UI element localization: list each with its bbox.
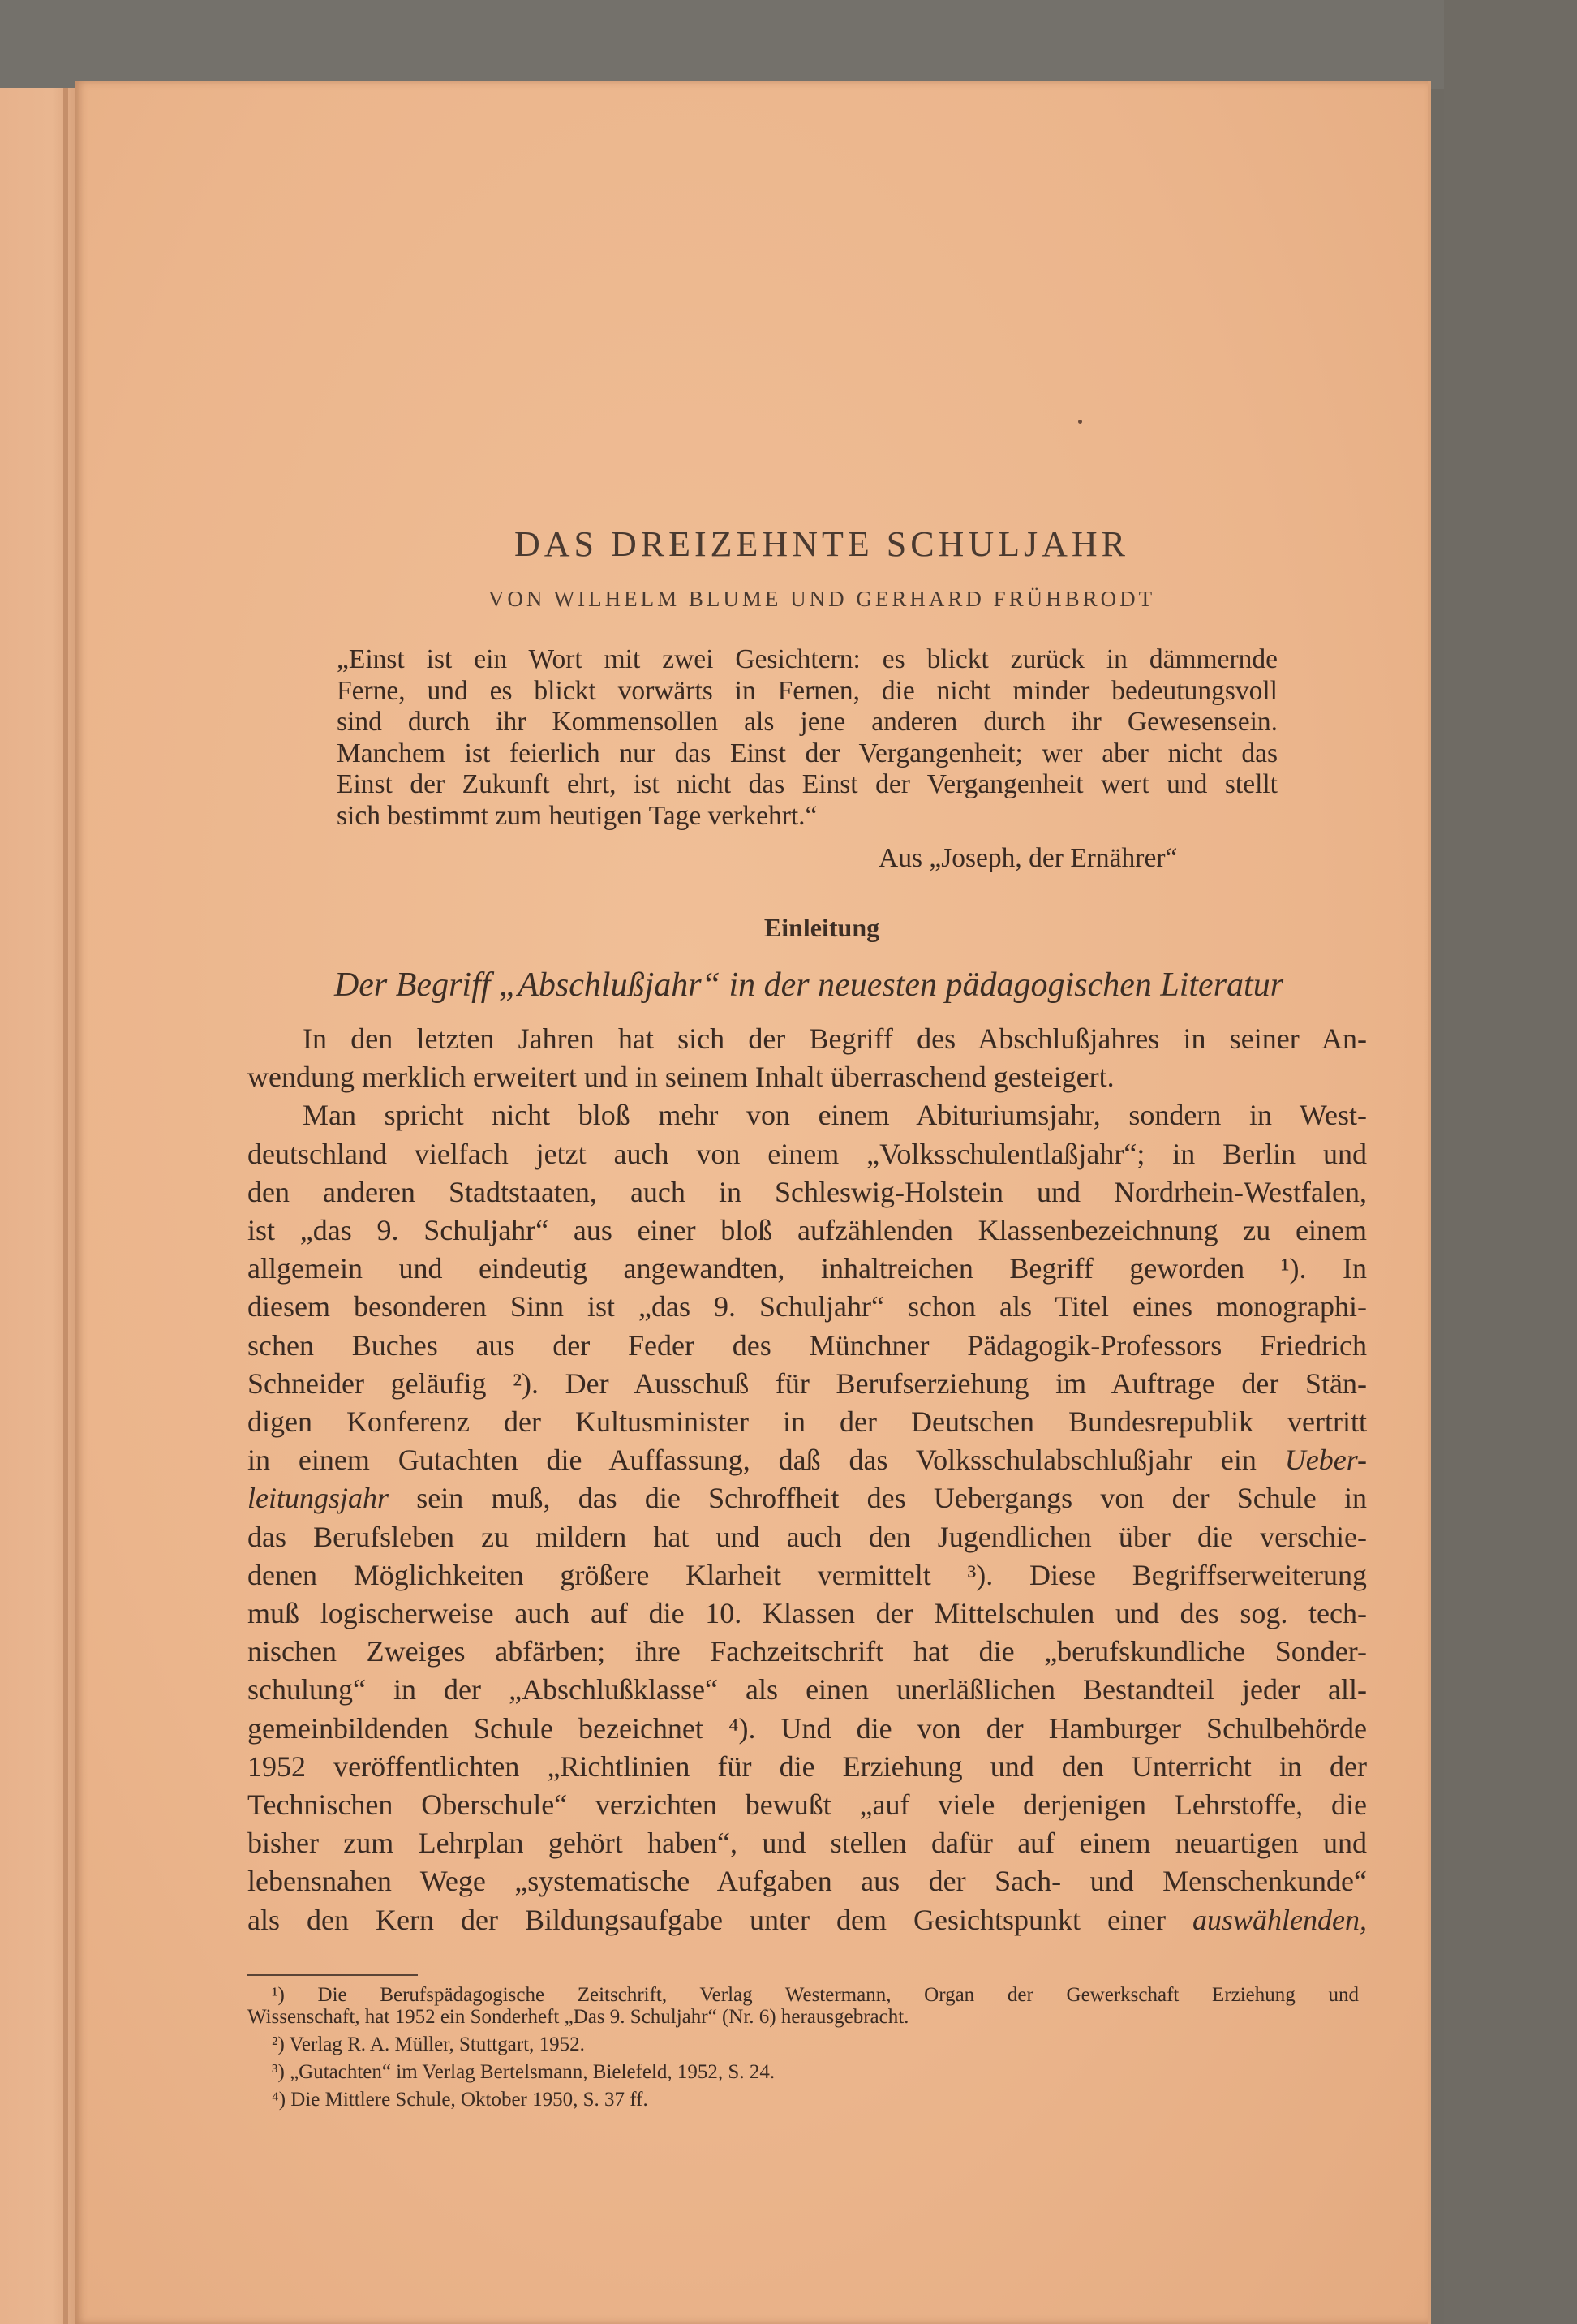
body-line-text: in einem Gutachten die Auffassung, daß das Volksschulabschlußjahr ein <box>247 1444 1285 1477</box>
epigraph-source: Aus „Joseph, der Ernährer“ <box>879 843 1178 873</box>
footnotes <box>247 1984 1359 2111</box>
body-line: Technischen Oberschule“ verzichten bewußt „auf viele derjenigen Lehrstoffe, die <box>247 1788 1367 1822</box>
body-line-text: sein muß, das die Schroffheit des Uebergangs von der Schule in <box>389 1482 1367 1515</box>
footnote-line: ⁴) Die Mittlere Schule, Oktober 1950, S. 37 ff. <box>272 2089 648 2111</box>
epigraph-line: sich bestimmt zum heutigen Tage verkehrt.“ <box>337 800 818 831</box>
body-line: gemeinbildenden Schule bezeichnet ⁴). Und die von der Hamburger Schulbehörde <box>247 1711 1367 1745</box>
body-line-text: als den Kern der Bildungsaufgabe unter dem Gesichtspunkt einer <box>247 1903 1193 1936</box>
emphasis-text: Ueber- <box>1284 1444 1367 1477</box>
emphasis-text: leitungsjahr <box>247 1482 389 1515</box>
author-byline: VON WILHELM BLUME UND GERHARD FRÜHBRODT <box>488 587 1156 611</box>
body-line: bisher zum Lehrplan gehört haben“, und stellen dafür auf einem neuartigen und <box>247 1827 1367 1860</box>
paper-speck <box>1078 420 1082 424</box>
footnote-rule <box>247 1974 418 1976</box>
body-line: nischen Zweiges abfärben; ihre Fachzeitschrift hat die „berufskundliche Sonder- <box>247 1635 1367 1668</box>
body-line: diesem besonderen Sinn ist „das 9. Schuljahr“ schon als Titel eines monographi- <box>247 1290 1367 1323</box>
body-line: wendung merklich erweitert und in seinem Inhalt überraschend gesteigert. <box>247 1061 1115 1094</box>
scan-background-right <box>1444 0 1577 2324</box>
body-line: deutschland vielfach jetzt auch von einem „Volksschulentlaßjahr“; in Berlin und <box>247 1137 1367 1170</box>
footnote-line: Wissenschaft, hat 1952 ein Sonderheft „Das 9. Schuljahr“ (Nr. 6) herausgebracht. <box>247 2006 909 2028</box>
epigraph-line: Einst der Zukunft ehrt, ist nicht das Einst der Vergangenheit wert und stellt <box>337 769 1278 799</box>
section-subheading: Der Begriff „Abschlußjahr“ in der neuesten pädagogischen Literatur <box>333 966 1284 1004</box>
body-line: Man spricht nicht bloß mehr von einem Abituriumsjahr, sondern in West- <box>303 1099 1367 1132</box>
body-line: 1952 veröffentlichten „Richtlinien für die Erziehung und den Unterricht in der <box>247 1749 1367 1783</box>
epigraph-line: sind durch ihr Kommensollen als jene anderen durch ihr Gewesensein. <box>337 707 1278 737</box>
body-line <box>247 1479 1367 1517</box>
page-spine <box>63 88 68 2324</box>
article-title: DAS DREIZEHNTE SCHULJAHR <box>514 524 1129 564</box>
footnote-line: ²) Verlag R. A. Müller, Stuttgart, 1952. <box>272 2034 585 2055</box>
body-line: digen Konferenz der Kultusminister in der Deutschen Bundesrepublik vertritt <box>247 1405 1367 1439</box>
book-page <box>75 81 1428 2324</box>
emphasis-text: auswählenden, <box>1192 1903 1367 1936</box>
body-line: lebensnahen Wege „systematische Aufgaben aus der Sach- und Menschenkunde“ <box>247 1865 1367 1898</box>
body-line: ist „das 9. Schuljahr“ aus einer bloß aufzählenden Klassenbezeichnung zu einem <box>247 1214 1367 1247</box>
scan-background-top <box>0 0 1577 89</box>
body-line <box>247 1441 1367 1479</box>
epigraph <box>337 644 1278 832</box>
footnote-line: ¹) Die Berufspädagogische Zeitschrift, Verlag Westermann, Organ der Gewerkschaft Erziehung und <box>272 1984 1359 2006</box>
body-line <box>247 1901 1367 1939</box>
footnote-line: ³) „Gutachten“ im Verlag Bertelsmann, Bielefeld, 1952, S. 24. <box>272 2061 776 2083</box>
body-line: allgemein und eindeutig angewandten, inhaltreichen Begriff geworden ¹). In <box>247 1252 1367 1285</box>
body-line: denen Möglichkeiten größere Klarheit vermittelt ³). Diese Begriffserweiterung <box>247 1558 1367 1591</box>
body-text <box>247 1020 1367 1939</box>
body-line: den anderen Stadtstaaten, auch in Schleswig-Holstein und Nordrhein-Westfalen, <box>247 1175 1367 1208</box>
body-line: In den letzten Jahren hat sich der Begriff des Abschlußjahres in seiner An- <box>303 1022 1367 1055</box>
epigraph-line: „Einst ist ein Wort mit zwei Gesichtern: es blickt zurück in dämmernde <box>337 644 1278 674</box>
body-line: Schneider geläufig ²). Der Ausschuß für Berufserziehung im Auftrage der Stän- <box>247 1366 1367 1400</box>
epigraph-line: Ferne, und es blickt vorwärts in Fernen, die nicht minder bedeutungsvoll <box>337 675 1278 706</box>
epigraph-line: Manchem ist feierlich nur das Einst der Vergangenheit; wer aber nicht das <box>337 738 1278 768</box>
body-line: das Berufsleben zu mildern hat und auch den Jugendlichen über die verschie- <box>247 1520 1367 1553</box>
body-line: schen Buches aus der Feder des Münchner Pädagogik-Professors Friedrich <box>247 1328 1367 1362</box>
body-line: muß logischerweise auch auf die 10. Klassen der Mittelschulen und des sog. tech- <box>247 1597 1367 1630</box>
body-line: schulung“ in der „Abschlußklasse“ als einen unerläßlichen Bestandteil jeder all- <box>247 1673 1367 1706</box>
section-heading: Einleitung <box>763 913 880 942</box>
